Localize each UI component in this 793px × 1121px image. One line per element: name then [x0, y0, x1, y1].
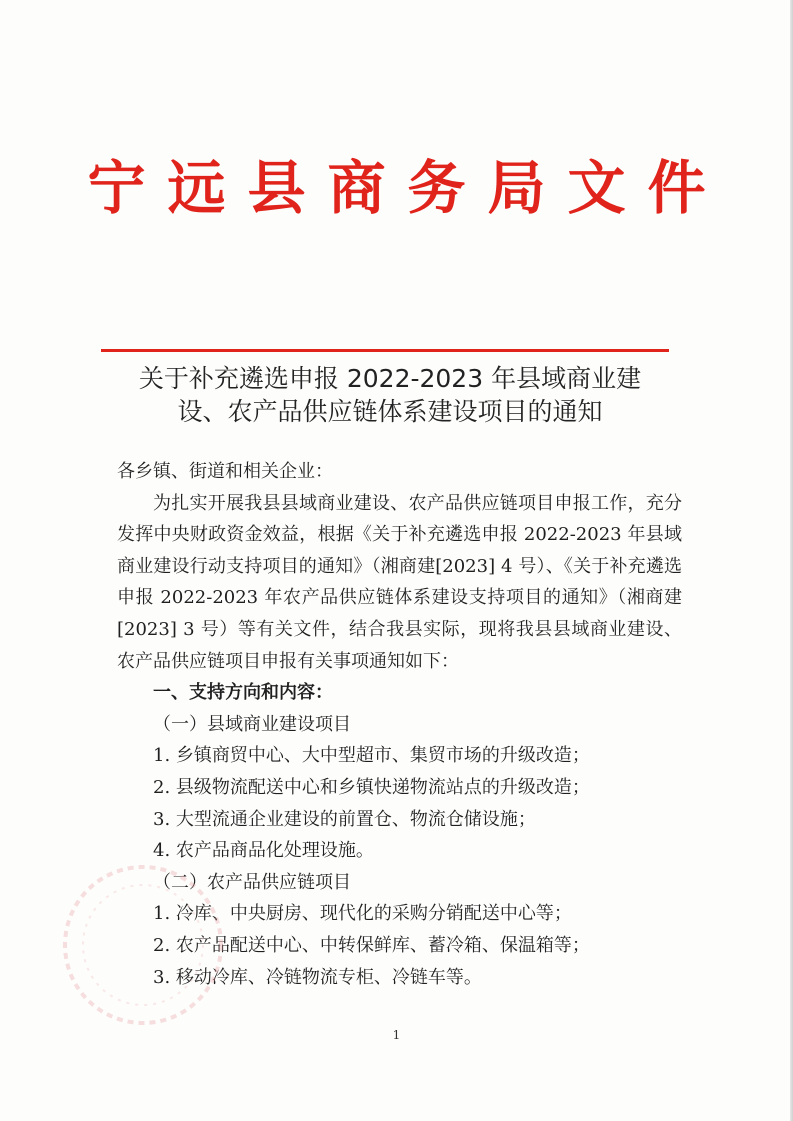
list-item: 3. 大型流通企业建设的前置仓、物流仓储设施； — [153, 808, 536, 830]
red-divider-line — [101, 349, 669, 352]
list-item: 1. 乡镇商贸中心、大中型超市、集贸市场的升级改造； — [153, 745, 590, 767]
list-item: 4. 农产品商品化处理设施。 — [153, 840, 374, 862]
list-item: 1. 冷库、中央厨房、现代化的采购分销配送中心等； — [153, 903, 572, 925]
document-title — [90, 362, 690, 428]
list-item: 2. 农产品配送中心、中转保鲜库、蓄冷箱、保温箱等； — [153, 934, 590, 956]
subsection-heading: （二）农产品供应链项目 — [153, 871, 351, 893]
salutation: 各乡镇、街道和相关企业： — [117, 461, 333, 482]
intro-paragraph: 为扎实开展我县县域商业建设、农产品供应链项目申报工作，充分发挥中央财政资金效益，根据《关于补充遴选申报 2022-2023 年县域商业建设行动支持项目的通知》（湘商建[2023] 4 号）、《关于补充遴选申报 2022-2023 年农产品供应链体系建设支持项目的通知》（湘商建[2023] 3 号）等有关文件，结合我县实际，现将我县县域商业建设、农产品供应链项目申报有关事项通知如下： — [117, 492, 682, 672]
document-title-line1: 关于补充遴选申报 2022-2023 年县域商业建 — [138, 364, 642, 393]
masthead-title: 宁远县商务局文件 — [87, 154, 728, 222]
faint-seal-stamp-icon — [58, 860, 228, 1030]
subsection-heading: （一）县域商业建设项目 — [153, 713, 351, 735]
list-item: 3. 移动冷库、冷链物流专柜、冷链车等。 — [153, 966, 482, 988]
document-title-line2: 设、农产品供应链体系建设项目的通知 — [177, 397, 603, 426]
page-number: 1 — [392, 1028, 401, 1042]
section-heading: 一、支持方向和内容： — [153, 682, 333, 704]
list-item: 2. 县级物流配送中心和乡镇快递物流站点的升级改造； — [153, 776, 590, 798]
